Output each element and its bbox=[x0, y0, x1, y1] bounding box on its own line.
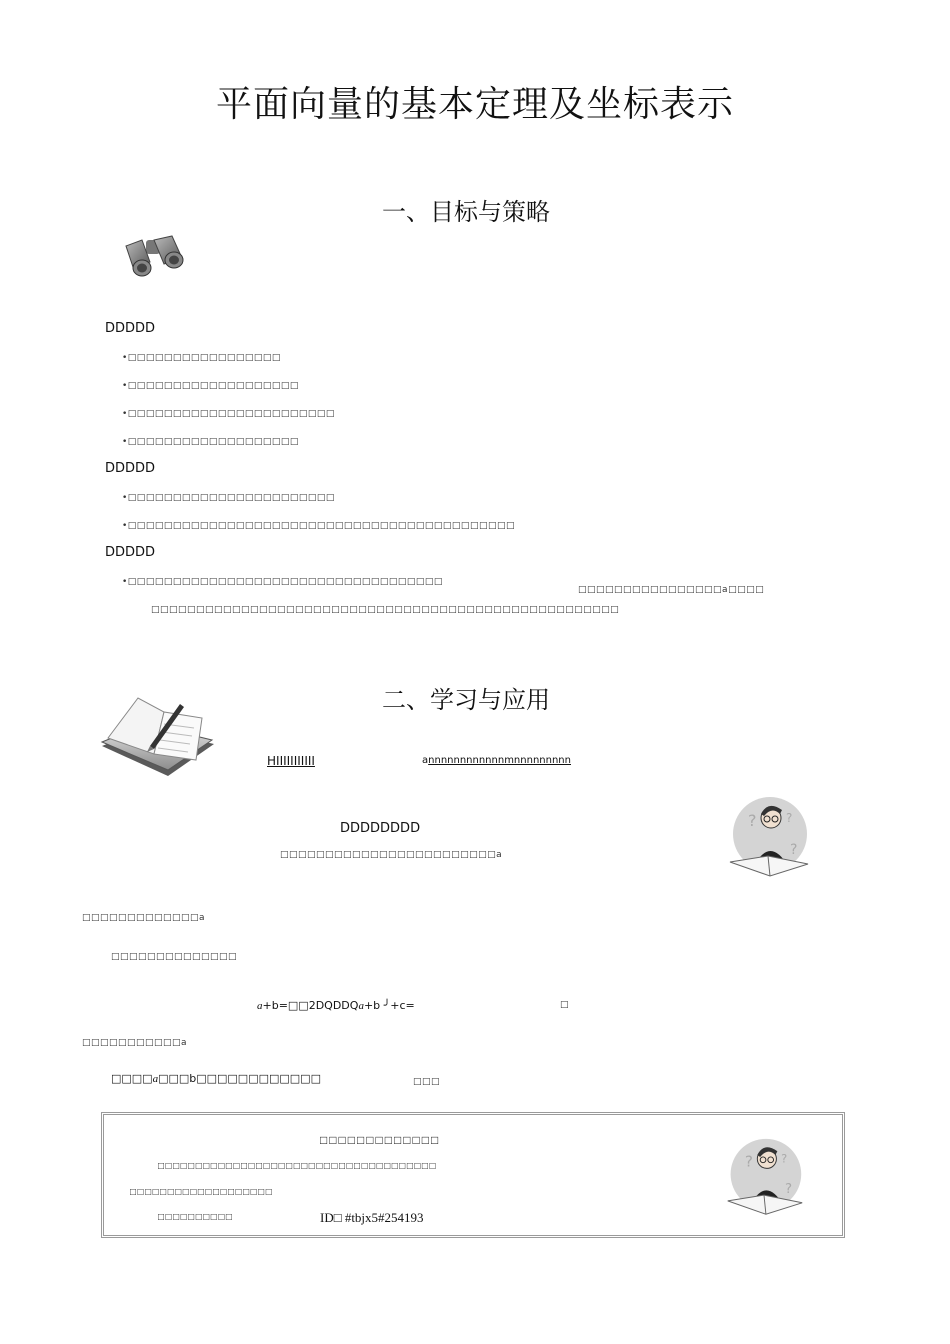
sub-text: □□□□□□□□□□□□□□□□□□□□□□□□a bbox=[280, 850, 503, 860]
book-pen-icon bbox=[98, 684, 218, 780]
svg-text:?: ? bbox=[781, 1151, 788, 1166]
info-box-text: □□□□□□□□□□ bbox=[158, 1212, 234, 1223]
list-item: •□□□□□□□□□□□□□□□□□□□□□□□□□□□□□□□□□□□ bbox=[122, 577, 443, 587]
svg-text:?: ? bbox=[786, 811, 793, 825]
underlined-text-right: annnnnnnnnnnnmnnnnnnnnn bbox=[422, 755, 571, 766]
text-line: □□□□□□□□□□□□□□ bbox=[111, 952, 238, 962]
list-item: •□□□□□□□□□□□□□□□□□ bbox=[122, 353, 281, 363]
side-note: □□□□□□□□□□□□□□□□a□□□□ bbox=[578, 585, 765, 595]
info-box-title: □□□□□□□□□□□□□ bbox=[320, 1133, 441, 1147]
info-box-id: ID□ #tbjx5#254193 bbox=[320, 1210, 424, 1225]
svg-text:?: ? bbox=[790, 842, 798, 858]
group-label-2: DDDDD bbox=[105, 461, 156, 476]
svg-text:?: ? bbox=[744, 1152, 754, 1171]
svg-text:?: ? bbox=[748, 811, 757, 830]
reader-thinking-icon bbox=[724, 792, 812, 882]
text-line: □□□□a□□□b□□□□□□□□□□□□ bbox=[111, 1072, 321, 1085]
underlined-text-left: HIIIIIIIIIII bbox=[267, 754, 315, 768]
list-item: •□□□□□□□□□□□□□□□□□□□□□□□ bbox=[122, 493, 335, 503]
info-box-text: □□□□□□□□□□□□□□□□□□□□□□□□□□□□□□□□□□□□□ bbox=[158, 1161, 437, 1172]
reader-thinking-icon bbox=[722, 1134, 806, 1220]
list-item: •□□□□□□□□□□□□□□□□□□□ bbox=[122, 437, 299, 447]
continuation-text: □□□□□□□□□□□□□□□□□□□□□□□□□□□□□□□□□□□□□□□□□□□□□□□□□□□□ bbox=[151, 605, 620, 615]
section2-heading: 二、学习与应用 bbox=[382, 686, 550, 714]
group-label-1: DDDDD bbox=[105, 321, 156, 336]
group-label-3: DDDDD bbox=[105, 545, 156, 560]
list-item: •□□□□□□□□□□□□□□□□□□□□□□□ bbox=[122, 409, 335, 419]
text-line-tail: □□□ bbox=[413, 1077, 441, 1087]
text-line: □□□□□□□□□□□□□a bbox=[82, 913, 206, 923]
section1-heading: 一、目标与策略 bbox=[382, 198, 550, 226]
text-line: □□□□□□□□□□□a bbox=[82, 1038, 188, 1048]
svg-text:?: ? bbox=[785, 1182, 793, 1198]
sub-label: DDDDDDDD bbox=[340, 821, 421, 836]
list-item: •□□□□□□□□□□□□□□□□□□□ bbox=[122, 381, 299, 391]
info-box-text: □□□□□□□□□□□□□□□□□□□ bbox=[130, 1187, 274, 1198]
formula-mark: □ bbox=[560, 1000, 570, 1010]
page-title: 平面向量的基本定理及坐标表示 bbox=[215, 84, 734, 125]
formula: a+b=□□2DQDDQa+b ╯+c= bbox=[257, 999, 415, 1012]
list-item: •□□□□□□□□□□□□□□□□□□□□□□□□□□□□□□□□□□□□□□□□□□□ bbox=[122, 521, 515, 531]
binoculars-icon bbox=[120, 232, 190, 282]
